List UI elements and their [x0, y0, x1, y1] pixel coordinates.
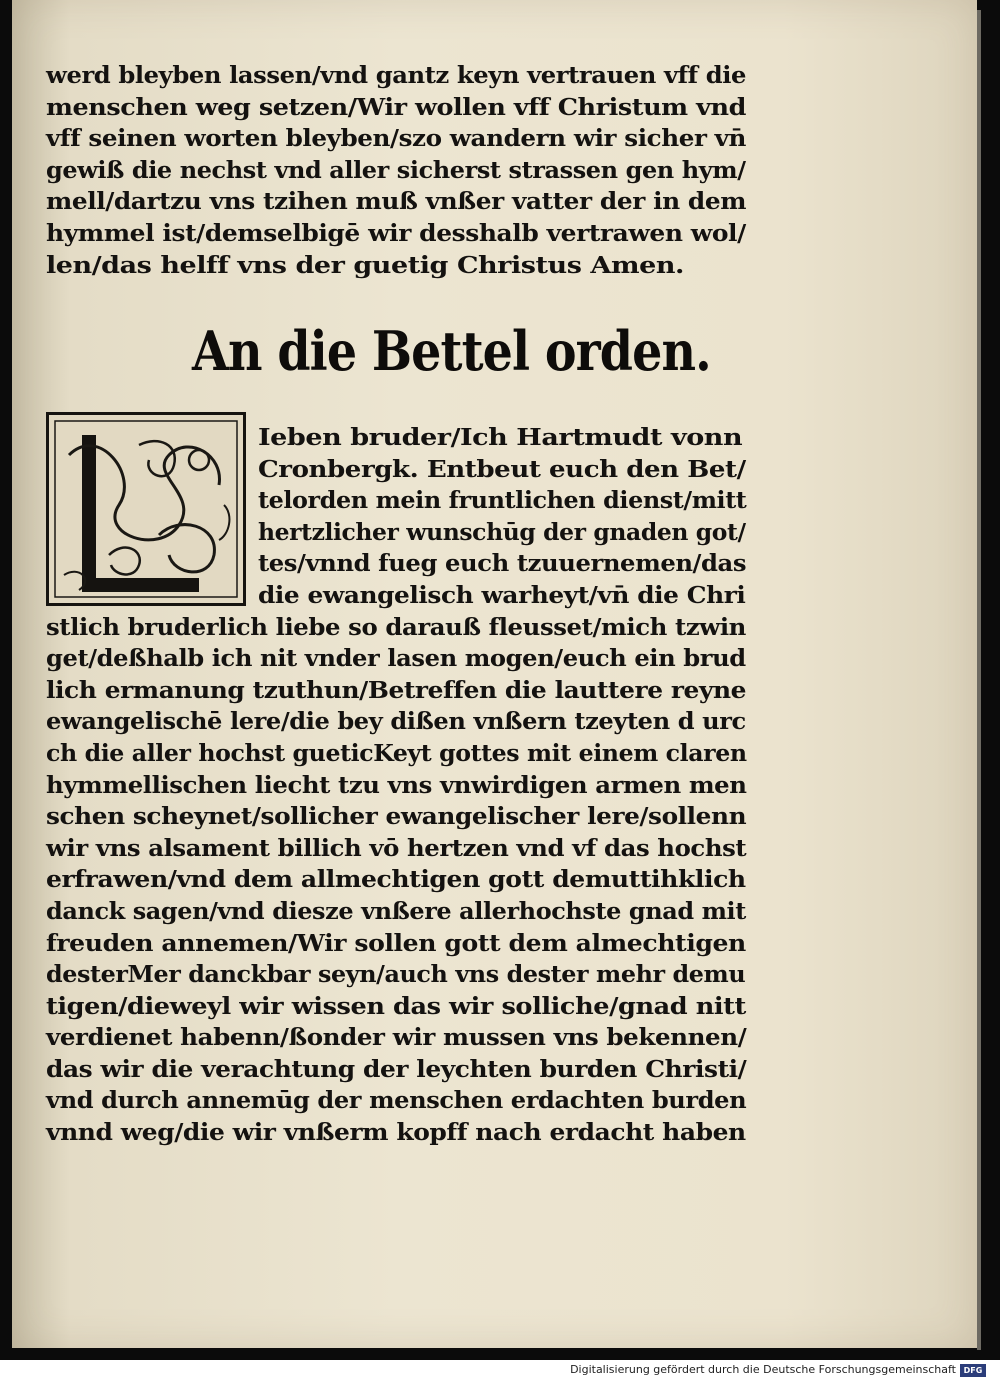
text-line: mell/dartzu vns tzihen muß vnßer vatter der in dem	[46, 187, 747, 216]
text-line: hymmellischen liecht tzu vns vnwirdigen armen men	[46, 770, 747, 799]
page-edge	[977, 10, 981, 1350]
text-line: wir vns alsament billich vō hertzen vnd vf das hochst	[46, 833, 747, 862]
text-line: danck sagen/vnd diesze vnßere allerhochste gnad mit	[46, 896, 746, 925]
text-line: ch die aller hochst gueticKeyt gottes mit einem claren	[46, 738, 747, 767]
text-line: vnnd weg/die wir vnßerm kopff nach erdacht haben	[46, 1118, 746, 1147]
text-line: verdienet habenn/ßonder wir mussen vns bekennen/	[46, 1023, 747, 1052]
text-line: menschen weg setzen/Wir wollen vff Christum vnd	[46, 92, 746, 121]
footer-bar	[0, 1360, 1000, 1382]
body-paragraph	[46, 422, 746, 1149]
text-line: gewiß die nechst vnd aller sicherst strassen gen hym/	[46, 155, 746, 184]
text-line: das wir die verachtung der leychten burden Christi/	[46, 1054, 747, 1083]
text-line: erfrawen/vnd dem allmechtigen gott demuttihklich	[46, 865, 746, 894]
text-line: hymmel ist/demselbigē wir desshalb vertrawen wol/	[46, 218, 746, 247]
text-line: stlich bruderlich liebe so darauß fleusset/mich tzwin	[46, 612, 746, 641]
dfg-logo: DFG	[960, 1364, 986, 1377]
funding-credit: Digitalisierung gefördert durch die Deutsche Forschungsgemeinschaft	[570, 1363, 956, 1376]
section-heading: An die Bettel orden.	[192, 319, 711, 383]
text-line: vff seinen worten bleyben/szo wandern wir sicher vn̄	[46, 124, 747, 153]
text-line: tigen/dieweyl wir wissen das wir solliche/gnad nitt	[46, 991, 746, 1020]
text-line: get/deßhalb ich nit vnder lasen mogen/euch ein brud	[46, 644, 746, 673]
text-line: tes/vnnd fueg euch tzuuernemen/das	[258, 549, 747, 578]
text-line: ewangelischē lere/die bey dißen vnßern tzeyten d urc	[46, 707, 746, 736]
text-line: vnd durch annemūg der menschen erdachten burden	[46, 1086, 747, 1115]
text-line: schen scheynet/sollicher ewangelischer lere/sollenn	[46, 802, 747, 831]
top-paragraph	[46, 60, 746, 281]
text-line: Cronbergk. Entbeut euch den Bet/	[258, 454, 746, 483]
text-line: Ieben bruder/Ich Hartmudt vonn	[258, 423, 743, 451]
text-line: lich ermanung tzuthun/Betreffen die lauttere reyne	[46, 675, 747, 704]
text-line: freuden annemen/Wir sollen gott dem almechtigen	[46, 928, 746, 957]
text-line: len/das helff vns der guetig Christus Amen.	[46, 250, 684, 279]
text-line: telorden mein fruntlichen dienst/mitt	[258, 486, 747, 515]
text-line: desterMer danckbar seyn/auch vns dester mehr demu	[46, 960, 746, 989]
text-line: hertzlicher wunschūg der gnaden got/	[258, 517, 746, 546]
text-line: die ewangelisch warheyt/vn̄ die Chri	[258, 580, 746, 609]
text-line: werd bleyben lassen/vnd gantz keyn vertrauen vff die	[46, 61, 747, 89]
